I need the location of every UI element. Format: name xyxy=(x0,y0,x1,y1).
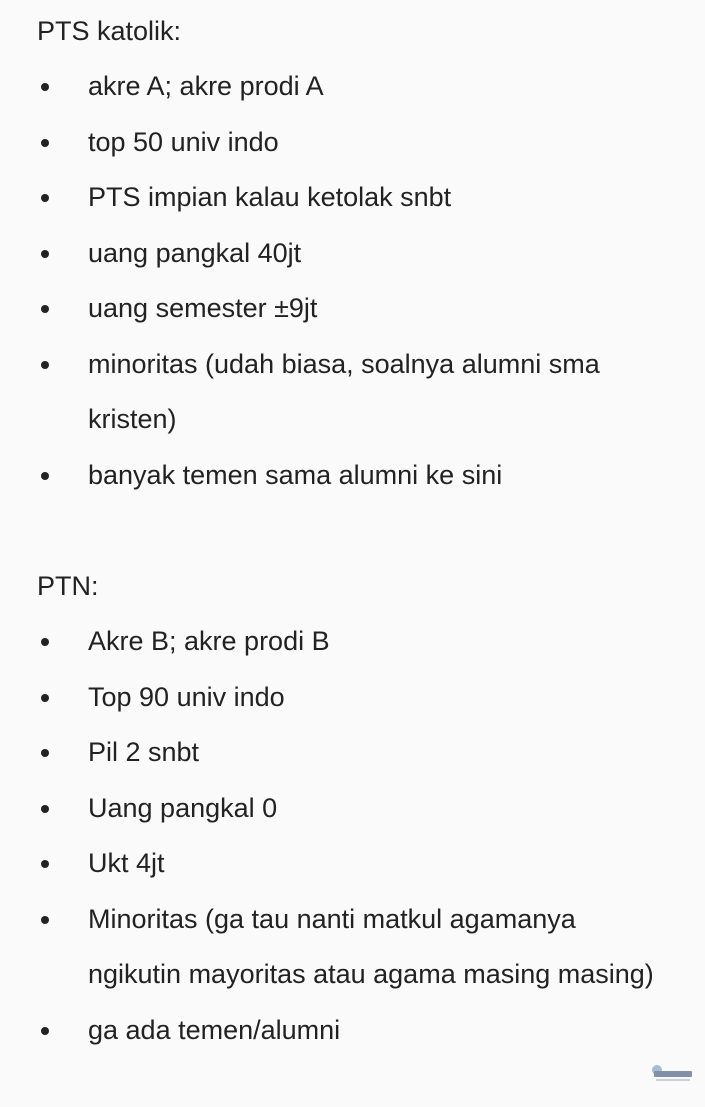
list-item-text: Akre B; akre prodi B xyxy=(88,626,330,656)
bullet-icon xyxy=(41,749,49,757)
list-item-text: ga ada temen/alumni xyxy=(88,1014,341,1045)
bullet-icon xyxy=(41,83,49,91)
list-item-text: PTS impian kalau ketolak snbt xyxy=(88,182,452,212)
list-item-text: akre A; akre prodi A xyxy=(88,71,324,101)
list-item xyxy=(0,170,705,226)
list-item xyxy=(0,892,705,1003)
bullet-icon xyxy=(41,361,49,369)
list-item-text: banyak temen sama alumni ke sini xyxy=(88,459,503,490)
bullet-list-pts xyxy=(0,59,705,503)
list-item xyxy=(0,115,705,171)
list-item-text: Pil 2 snbt xyxy=(88,737,200,767)
list-item-text: Ukt 4jt xyxy=(88,848,165,878)
bullet-icon xyxy=(41,472,49,480)
bullet-icon xyxy=(41,250,49,258)
bullet-icon xyxy=(41,916,49,924)
section-heading-pts: PTS katolik: xyxy=(37,16,182,46)
list-item-text: minoritas (udah biasa, soalnya alumni sma kristen) xyxy=(88,348,600,434)
bullet-icon xyxy=(41,1027,49,1035)
list-item xyxy=(0,725,705,781)
list-item-text: top 50 univ indo xyxy=(88,126,279,157)
list-item-text: Uang pangkal 0 xyxy=(88,792,278,823)
list-item xyxy=(0,1003,705,1059)
list-item xyxy=(0,281,705,337)
list-item-text: uang semester ±9jt xyxy=(88,293,318,323)
list-item xyxy=(0,781,705,837)
list-item xyxy=(0,448,705,504)
bullet-icon xyxy=(41,694,49,702)
bullet-list-ptn xyxy=(0,614,705,1058)
list-item-text: uang pangkal 40jt xyxy=(88,237,302,268)
list-item xyxy=(0,337,705,448)
bullet-icon xyxy=(41,139,49,147)
list-item xyxy=(0,614,705,670)
list-item xyxy=(0,59,705,115)
bullet-icon xyxy=(41,194,49,202)
section-heading-ptn: PTN: xyxy=(37,571,99,601)
bullet-icon xyxy=(41,305,49,313)
bullet-icon xyxy=(41,805,49,813)
list-item xyxy=(0,836,705,892)
bullet-icon xyxy=(41,638,49,646)
list-item xyxy=(0,226,705,282)
bullet-icon xyxy=(41,860,49,868)
watermark-logo-icon xyxy=(649,1062,695,1084)
list-item xyxy=(0,670,705,726)
list-item-text: Minoritas (ga tau nanti matkul agamanya ngikutin mayoritas atau agama masing masing) xyxy=(88,903,654,989)
list-item-text: Top 90 univ indo xyxy=(88,681,285,712)
